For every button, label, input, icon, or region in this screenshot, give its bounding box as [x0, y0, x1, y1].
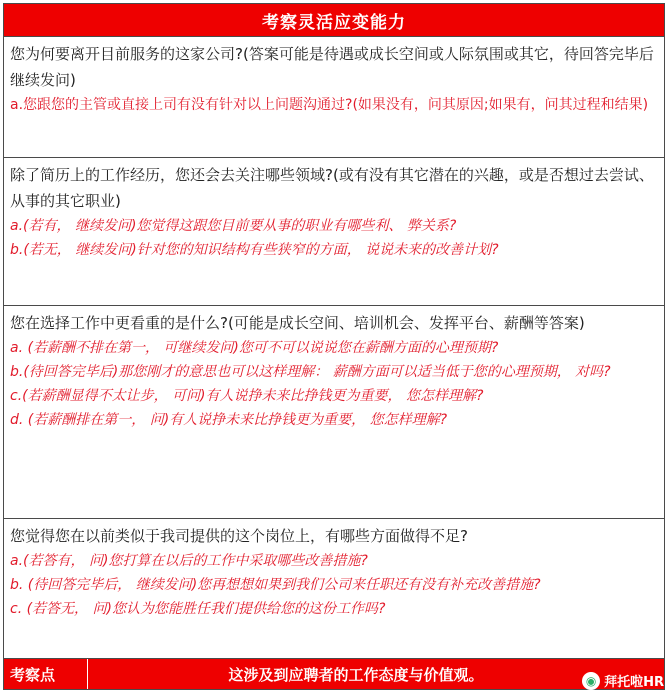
question-text: 您在选择工作中更看重的是什么?(可能是成长空间、培训机会、发挥平台、薪酬等答案)	[10, 314, 585, 332]
question-text: 除了简历上的工作经历，您还会去关注哪些领域?(或有没有其它潜在的兴趣，或是否想过去尝试、从事的其它职业)	[10, 166, 654, 210]
answer-line: a.您跟您的主管或直接上司有没有针对以上问题沟通过?(如果没有，问其原因;如果有，问其过程和结果)	[10, 97, 649, 113]
sheet-title: 考察灵活应变能力	[4, 4, 664, 37]
answer-line: a. (若薪酬不排在第一， 可继续发问)您可不可以说说您在薪酬方面的心理预期?	[10, 340, 499, 356]
question-text: 您觉得您在以前类似于我司提供的这个岗位上，有哪些方面做得不足?	[10, 527, 468, 545]
answer-line: b.(若无， 继续发问)针对您的知识结构有些狭窄的方面， 说说未来的改善计划?	[10, 242, 499, 258]
answer-line: d. (若薪酬排在第一， 问)有人说挣未来比挣钱更为重要， 您怎样理解?	[10, 412, 448, 428]
answer-line: a.(若答有， 问)您打算在以后的工作中采取哪些改善措施?	[10, 553, 368, 569]
answer-line: a.(若有， 继续发问)您觉得这跟您目前要从事的职业有哪些利、 弊关系?	[10, 218, 457, 234]
question-text: 您为何要离开目前服务的这家公司?(答案可能是待遇或成长空间或人际氛围或其它，待回答完毕后继续发问)	[10, 45, 654, 89]
wechat-icon: ◉	[582, 672, 600, 690]
interview-question-sheet	[3, 3, 665, 690]
question-block-2	[4, 158, 664, 306]
question-block-4	[4, 519, 664, 659]
answer-line: b. (待回答完毕后， 继续发问)您再想想如果到我们公司来任职还有没有补充改善措施?	[10, 577, 541, 593]
brand-name: 拜托啦HR	[604, 675, 664, 690]
question-block-1	[4, 37, 664, 158]
question-block-3	[4, 306, 664, 519]
footer-label: 考察点	[4, 659, 88, 689]
answer-line: c. (若答无， 问)您认为您能胜任我们提供给您的这份工作吗?	[10, 601, 386, 617]
assessment-footer	[4, 659, 664, 689]
footer-value: 这涉及到应聘者的工作态度与价值观。	[228, 665, 484, 684]
answer-line: b.(待回答完毕后)那您刚才的意思也可以这样理解： 薪酬方面可以适当低于您的心理预期， 对吗?	[10, 364, 611, 380]
brand-watermark	[582, 671, 664, 690]
answer-line: c.(若薪酬显得不太让步， 可问)有人说挣未来比挣钱更为重要， 您怎样理解?	[10, 388, 484, 404]
